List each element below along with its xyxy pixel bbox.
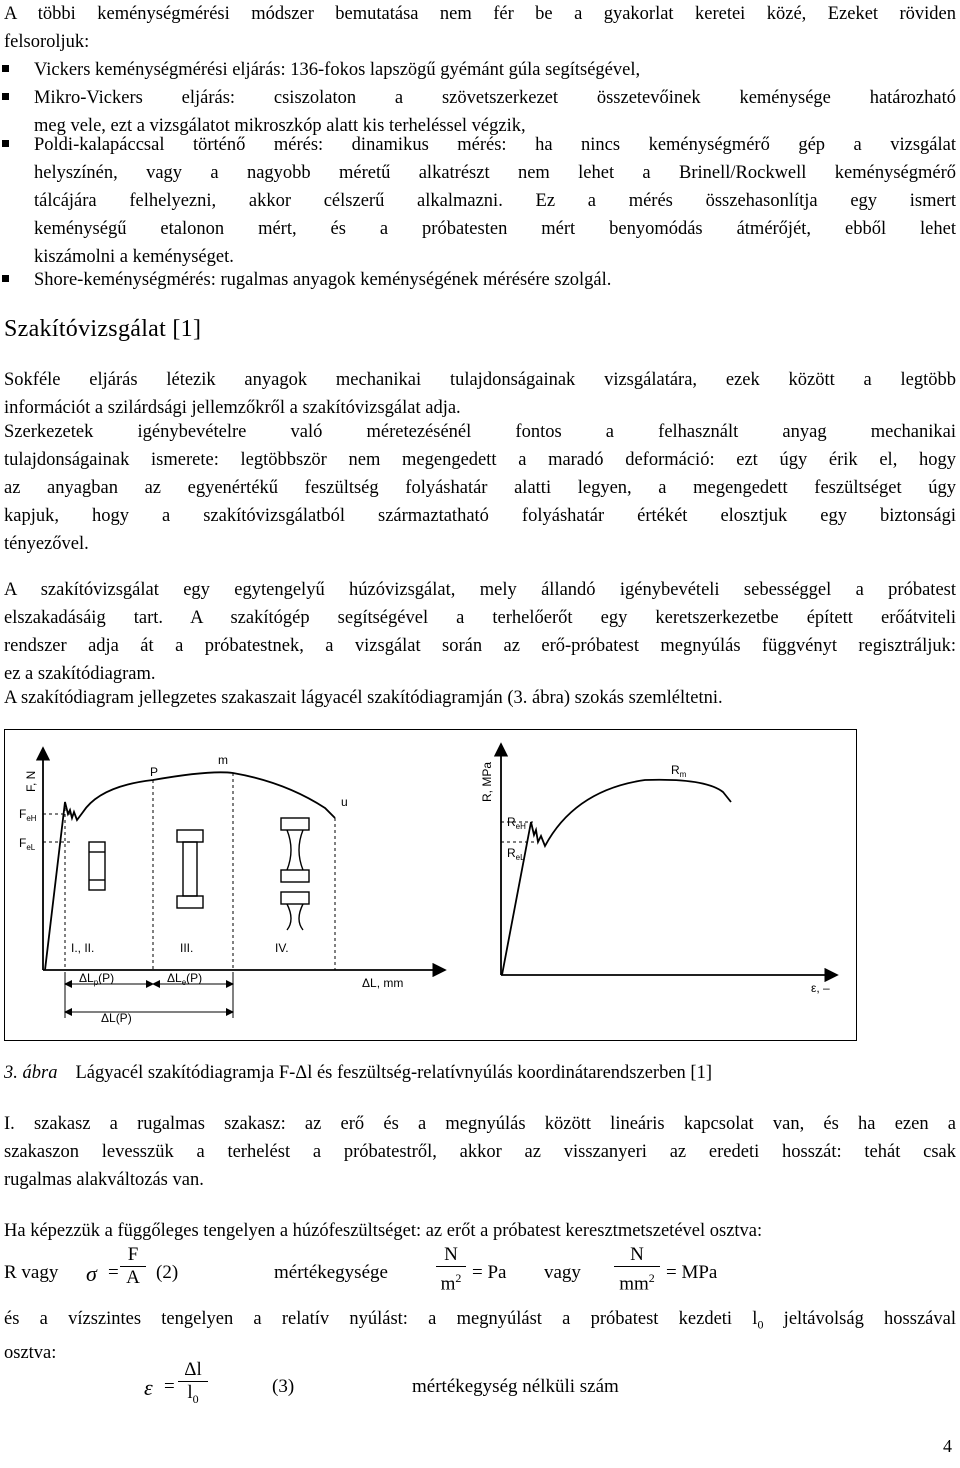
text-line: az anyagban az egyenértékű feszültség folyáshatár alatti legyen, a megengedett feszültséget úgy — [4, 478, 956, 498]
x-axis-label: ΔL, mm — [362, 976, 404, 990]
label-u: u — [341, 795, 348, 809]
bullet-line: meg vele, ezt a vizsgálatot mikroszkóp alatt kis terheléssel végzik, — [34, 116, 526, 136]
bullet-square-icon — [2, 65, 9, 72]
paragraph — [4, 366, 956, 422]
formula-text: = MPa — [666, 1262, 718, 1283]
text-line: szakaszon levesszük a terhelést a próbatestről, akkor az visszanyeri az eredeti hosszát: tehát csak — [4, 1142, 956, 1162]
label-feh: $F_{eH}$ — [19, 807, 37, 823]
bullet-square-icon — [2, 275, 9, 282]
text-line: információt a szilárdsági jellemzőkről a szakítóvizsgálat adja. — [4, 398, 461, 418]
label-dl: ΔL(P) — [101, 1011, 132, 1025]
label-rm: $R_m$ — [671, 763, 687, 779]
denominator: $l_0$ — [178, 1381, 208, 1410]
label-p: P — [150, 765, 159, 779]
denominator: $m^2$ — [436, 1266, 466, 1295]
figure-stress-strain — [4, 729, 857, 1041]
text-line: I. szakasz a rugalmas szakasz: az erő és a megnyúlás között lineáris kapcsolat van, és ha ezen a — [4, 1114, 956, 1134]
bullet-item — [34, 131, 956, 271]
label-dlp: $\Delta L_p(P)$ — [79, 971, 115, 987]
formula-text: = — [108, 1262, 119, 1283]
specimens — [89, 818, 309, 930]
paragraph — [4, 684, 956, 712]
text-line: elszakadásáig tart. A szakítógép segítségével a terhelőerőt egy keretszerkezetbe épített erőátviteli — [4, 608, 956, 628]
text-line: ez a szakítódiagram. — [4, 664, 156, 684]
numerator: F — [127, 1244, 139, 1265]
formula-text: vagy — [544, 1262, 581, 1283]
bullet-line: Vickers keménységmérési eljárás: 136-fokos lapszögű gyémánt gúla segítségével, — [34, 60, 641, 80]
intro-line: felsoroljuk: — [4, 32, 90, 52]
bullet-line: tálcájára felhelyezni, akkor célszerű alkalmazni. Ez a mérés összehasonlítja egy ismert — [34, 191, 956, 211]
label-stage-1-2: I., II. — [71, 941, 95, 955]
paragraph — [4, 576, 956, 688]
bullet-line: kiszámolni a keménységet. — [34, 247, 234, 267]
paragraph — [4, 418, 956, 558]
fraction — [436, 1244, 466, 1295]
text-line: rugalmas alakváltozás van. — [4, 1170, 204, 1190]
y-axis-label: F, N — [24, 770, 38, 792]
stress-curve — [502, 780, 731, 975]
label-fel: $F_{eL}$ — [19, 836, 36, 852]
text-line: rendszer adja át a próbatestnek, a vizsgálat során az erő-próbatest megnyúlás függvényt regisztráljuk: — [4, 636, 956, 656]
paragraph — [4, 1217, 956, 1245]
formula-text: mértékegysége — [274, 1262, 388, 1283]
figure-caption — [4, 1059, 712, 1087]
text-line: és a vízszintes tengelyen a relatív nyúlást: a megnyúlást a próbatest kezdeti $l_0$ jeltávolság hosszával — [4, 1309, 956, 1332]
page-number: 4 — [943, 1436, 952, 1456]
bullet-line: helyszínén, vagy a nagyobb méretű alkatrészt nem lehet a Brinell/Rockwell keménységmérő — [34, 163, 956, 183]
intro-line: A többi keménységmérési módszer bemutatása nem fér be a gyakorlat keretei közé, Ezeket röviden — [4, 4, 956, 24]
denominator: $mm^2$ — [614, 1266, 660, 1295]
text-line: Szerkezetek igénybevételre való méretezésénél fontos a felhasznált anyag mechanikai — [4, 422, 956, 442]
formula-text: mértékegység nélküli szám — [412, 1376, 619, 1397]
text-line: osztva: — [4, 1342, 57, 1363]
label-rel: $R_{eL}$ — [507, 846, 525, 862]
caption-text: Lágyacél szakítódiagramja F-Δl és feszültség-relatívnyúlás koordinátarendszerben [1] — [75, 1063, 712, 1083]
intro-paragraph — [4, 0, 956, 56]
text-line: tényezővel. — [4, 534, 89, 554]
text-line: kapjuk, hogy a szakítóvizsgálatból származtatható folyáshatár értékét elosztjuk egy biztonsági — [4, 506, 956, 526]
bullet-square-icon — [2, 140, 9, 147]
bullet-line: Poldi-kalapáccsal történő mérés: dinamikus mérés: ha nincs keménységmérő gép a vizsgálat — [34, 135, 956, 155]
fraction — [614, 1244, 660, 1295]
fraction — [178, 1359, 208, 1410]
label-stage-4: IV. — [275, 941, 289, 955]
left-diagram — [19, 748, 445, 1025]
text-line: tulajdonságainak ismerete: legtöbbször nem megengedett a maradó deformáció: ezt úgy érik el, hogy — [4, 450, 956, 470]
bullet-line: Mikro-Vickers eljárás: csiszolaton a szövetszerkezet összetevőinek keménysége határozható — [34, 88, 956, 108]
formula-text: = Pa — [472, 1262, 507, 1283]
label-dle: $\Delta L_e(P)$ — [167, 971, 203, 987]
bullet-line: keménységű etalonon mért, és a próbatesten mért benyomódás átmérőjét, ebből lehet — [34, 219, 956, 239]
text-line: A szakítóvizsgálat egy egytengelyű húzóvizsgálat, mely állandó igénybevételi sebességgel a próbatest — [4, 580, 956, 600]
label-stage-3: III. — [180, 941, 194, 955]
label-reh: $R_{eH}$ — [507, 815, 526, 831]
formula-symbol: ε — [144, 1375, 153, 1400]
caption-label: 3. ábra — [4, 1063, 58, 1083]
bullet-square-icon — [2, 93, 9, 100]
equation-number: (2) — [156, 1262, 179, 1283]
denominator: A — [120, 1266, 146, 1289]
bullet-line: Shore-keménységmérés: rugalmas anyagok keménységének mérésére szolgál. — [34, 270, 612, 290]
numerator: N — [444, 1244, 458, 1265]
formula-text: = — [164, 1376, 175, 1397]
formula-symbol: σ — [86, 1261, 97, 1286]
text-line: Sokféle eljárás létezik anyagok mechanikai tulajdonságainak vizsgálatára, ezek között a legtöbb — [4, 370, 956, 390]
bullet-item — [34, 56, 956, 84]
numerator: N — [630, 1244, 644, 1265]
bullet-item — [34, 266, 956, 294]
section-title: Szakítóvizsgálat [1] — [4, 316, 202, 342]
numerator: Δl — [184, 1359, 202, 1380]
figure-diagram — [5, 730, 856, 1040]
x-axis-label: ε, – — [811, 981, 830, 995]
paragraph — [4, 1305, 956, 1367]
paragraph — [4, 1110, 956, 1194]
right-diagram — [480, 744, 837, 995]
equation-number: (3) — [272, 1376, 295, 1397]
formula-text: R vagy — [4, 1262, 59, 1283]
y-axis-label: R, MPa — [480, 761, 494, 802]
text-line: A szakítódiagram jellegzetes szakaszait lágyacél szakítódiagramján (3. ábra) szokás szemléltetni. — [4, 688, 723, 708]
fraction — [120, 1244, 146, 1289]
label-m: m — [218, 753, 228, 767]
text-line: Ha képezzük a függőleges tengelyen a húzófeszültséget: az erőt a próbatest keresztmetszetével osztva: — [4, 1221, 763, 1241]
